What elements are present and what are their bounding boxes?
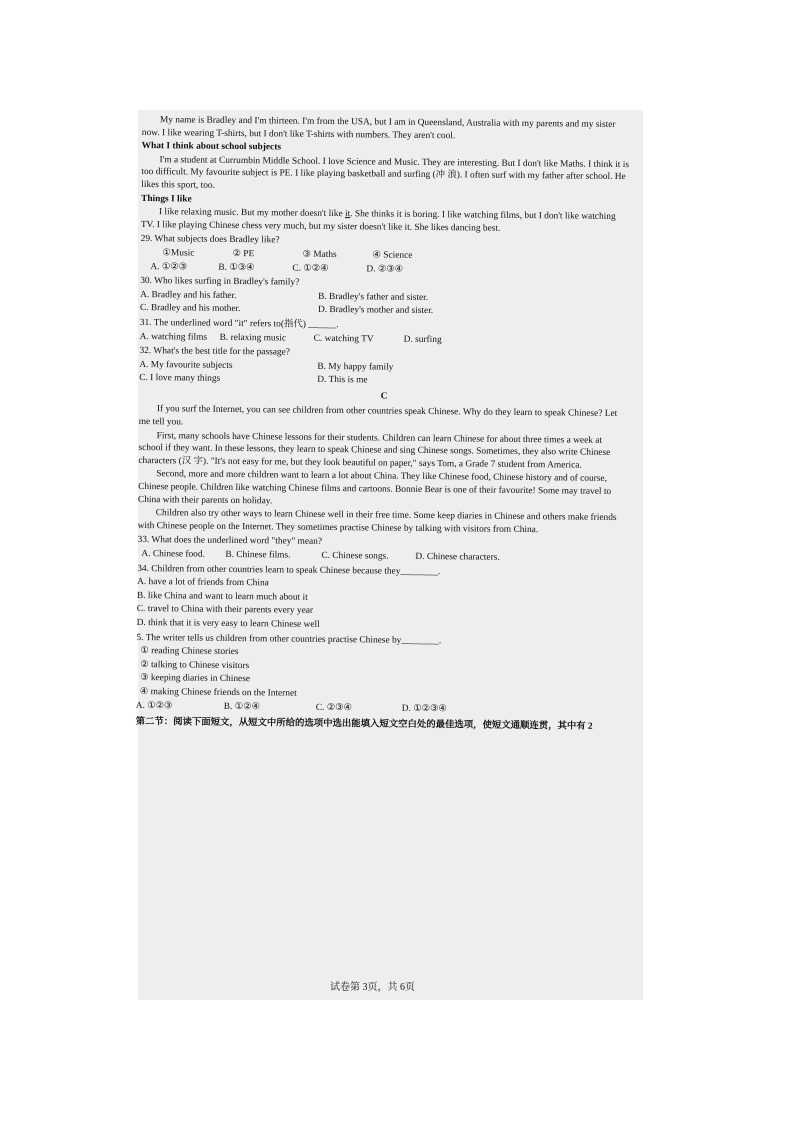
q29-stem: 29. What subjects does Bradley like? <box>140 234 280 246</box>
q31-stem: 31. The underlined word "it" refers to(指代) ______. <box>139 317 339 330</box>
q33-option-a[interactable]: A. Chinese food. <box>141 549 205 560</box>
q31-option-d[interactable]: D. surfing <box>403 334 442 345</box>
para2-before: I like relaxing music. But my mother doesn't like <box>158 207 346 220</box>
q33-option-c[interactable]: C. Chinese songs. <box>321 550 389 562</box>
passage-b-intro: My name is Bradley and I'm thirteen. I'm from the USA, but I am in Queensland, Australia with my parents and my sister now. I like wearing T-shirts, but I don't like T-shirts with numbers. They aren't cool. <box>141 115 616 141</box>
passage-c-p4: Children also try other ways to learn Chinese well in their free time. Some keep diaries in Chinese and others make friends with Chinese people on the Internet. They sometimes practise Chinese by talking with visitors from China. <box>137 508 617 535</box>
passage-b-para2 <box>141 206 631 236</box>
q29-option-c[interactable]: C. ①②④ <box>292 263 329 274</box>
section-two-instruction: 第二节：阅读下面短文，从短文中所给的选项中选出能填入短文空白处的最佳选项，使短文通顺连贯，其中有 2 <box>135 717 593 732</box>
q35-item: ① reading Chinese stories <box>140 646 239 658</box>
q34-option-c[interactable]: C. travel to China with their parents every year <box>136 604 314 617</box>
section-c-label: C <box>380 391 388 402</box>
q32-option-a[interactable]: A. My favourite subjects <box>139 359 233 371</box>
q34-option-a[interactable]: A. have a lot of friends from China <box>137 577 269 589</box>
q35-item: ③ keeping diaries in Chinese <box>140 673 251 685</box>
heading-school-subjects: What I think about school subjects <box>141 141 282 153</box>
q29-option-a[interactable]: A. ①②③ <box>150 261 188 273</box>
page-number: 试卷第 3页，共 6页 <box>330 982 415 993</box>
q30-option-a[interactable]: A. Bradley and his father. <box>140 289 237 301</box>
q29-item: ③ Maths <box>302 249 337 260</box>
q35-item: ② talking to Chinese visitors <box>140 659 250 671</box>
passage-c-p1: If you surf the Internet, you can see children from other countries speak Chinese. Why do they learn to speak Chinese? Let me tell you. <box>138 404 618 428</box>
q33-option-d[interactable]: D. Chinese characters. <box>415 551 500 563</box>
para2-after: . She thinks it is boring. I like watching films, but I don't like watching TV. I like playing Chinese chess very much, but my sister doesn't like it. She likes dancing best. <box>140 209 616 234</box>
heading-things-i-like: Things I like <box>141 193 192 205</box>
q31-option-a[interactable]: A. watching films <box>139 331 208 343</box>
q32-stem: 32. What's the best title for the passage? <box>139 346 290 358</box>
q35-item: ④ making Chinese friends on the Internet <box>139 686 297 699</box>
passage-c-p3: Second, more and more children want to learn a lot about China. They like Chinese food, Chinese history and of course, Chinese people. Children like watching Chinese films and cartoons. Bonnie Bear is one of their favourite! Some may travel to China with their parents on holiday. <box>137 469 612 507</box>
q29-item: ④ Science <box>372 250 413 261</box>
q34-stem: 34. Children from other countries learn to speak Chinese because they________. <box>137 563 441 577</box>
q35-option-c[interactable]: C. ②③④ <box>315 702 353 713</box>
q35-stem: 5. The writer tells us children from other countries practise Chinese by________. <box>136 632 442 646</box>
q30-option-d[interactable]: D. Bradley's mother and sister. <box>317 305 434 317</box>
passage-b-para1: I'm a student at Currumbin Middle School. I love Science and Music. They are interesting. But I don't like Maths. I think it is too difficult. My favourite subject is PE. I like playing basketball and surfing (冲 浪). I often surf with my father after school. He likes this sport, too. <box>141 154 630 191</box>
q35-option-a[interactable]: A. ①②③ <box>135 700 173 711</box>
q32-option-c[interactable]: C. I love many things <box>139 373 221 385</box>
q33-stem: 33. What does the underlined word "they" mean? <box>137 535 323 548</box>
q32-option-b[interactable]: B. My happy family <box>317 361 394 373</box>
q30-option-b[interactable]: B. Bradley's father and sister. <box>318 291 429 303</box>
q35-option-d[interactable]: D. ①②③④ <box>401 703 447 714</box>
exam-content <box>135 114 632 743</box>
q29-item: ①Music <box>162 248 195 259</box>
q31-option-c[interactable]: C. watching TV <box>313 333 374 344</box>
q30-option-c[interactable]: C. Bradley and his mother. <box>139 303 241 315</box>
q34-option-d[interactable]: D. think that it is very easy to learn Chinese well <box>136 617 320 630</box>
q29-option-d[interactable]: D. ②③④ <box>366 263 404 275</box>
q29-option-b[interactable]: B. ①③④ <box>218 262 255 273</box>
q31-option-b[interactable]: B. relaxing music <box>219 332 287 344</box>
q30-stem: 30. Who likes surfing in Bradley's family? <box>140 276 300 288</box>
q29-item: ② PE <box>232 248 255 260</box>
q34-option-b[interactable]: B. like China and want to learn much about it <box>136 590 308 603</box>
q32-option-d[interactable]: D. This is me <box>317 375 368 386</box>
q35-option-b[interactable]: B. ①②④ <box>223 701 261 712</box>
passage-c-p2: First, many schools have Chinese lessons for their students. Children can learn Chinese for about three times a week at school if they want. In these lessons, they learn to speak Chinese and sing Chinese songs. Sometimes, they also write Chinese characters (汉 字). "It's not easy for me, but they look beautiful on paper," says Tom, a Grade 7 student from America. <box>138 430 611 471</box>
q33-option-b[interactable]: B. Chinese films. <box>225 549 291 561</box>
underlined-it: it <box>344 209 351 220</box>
